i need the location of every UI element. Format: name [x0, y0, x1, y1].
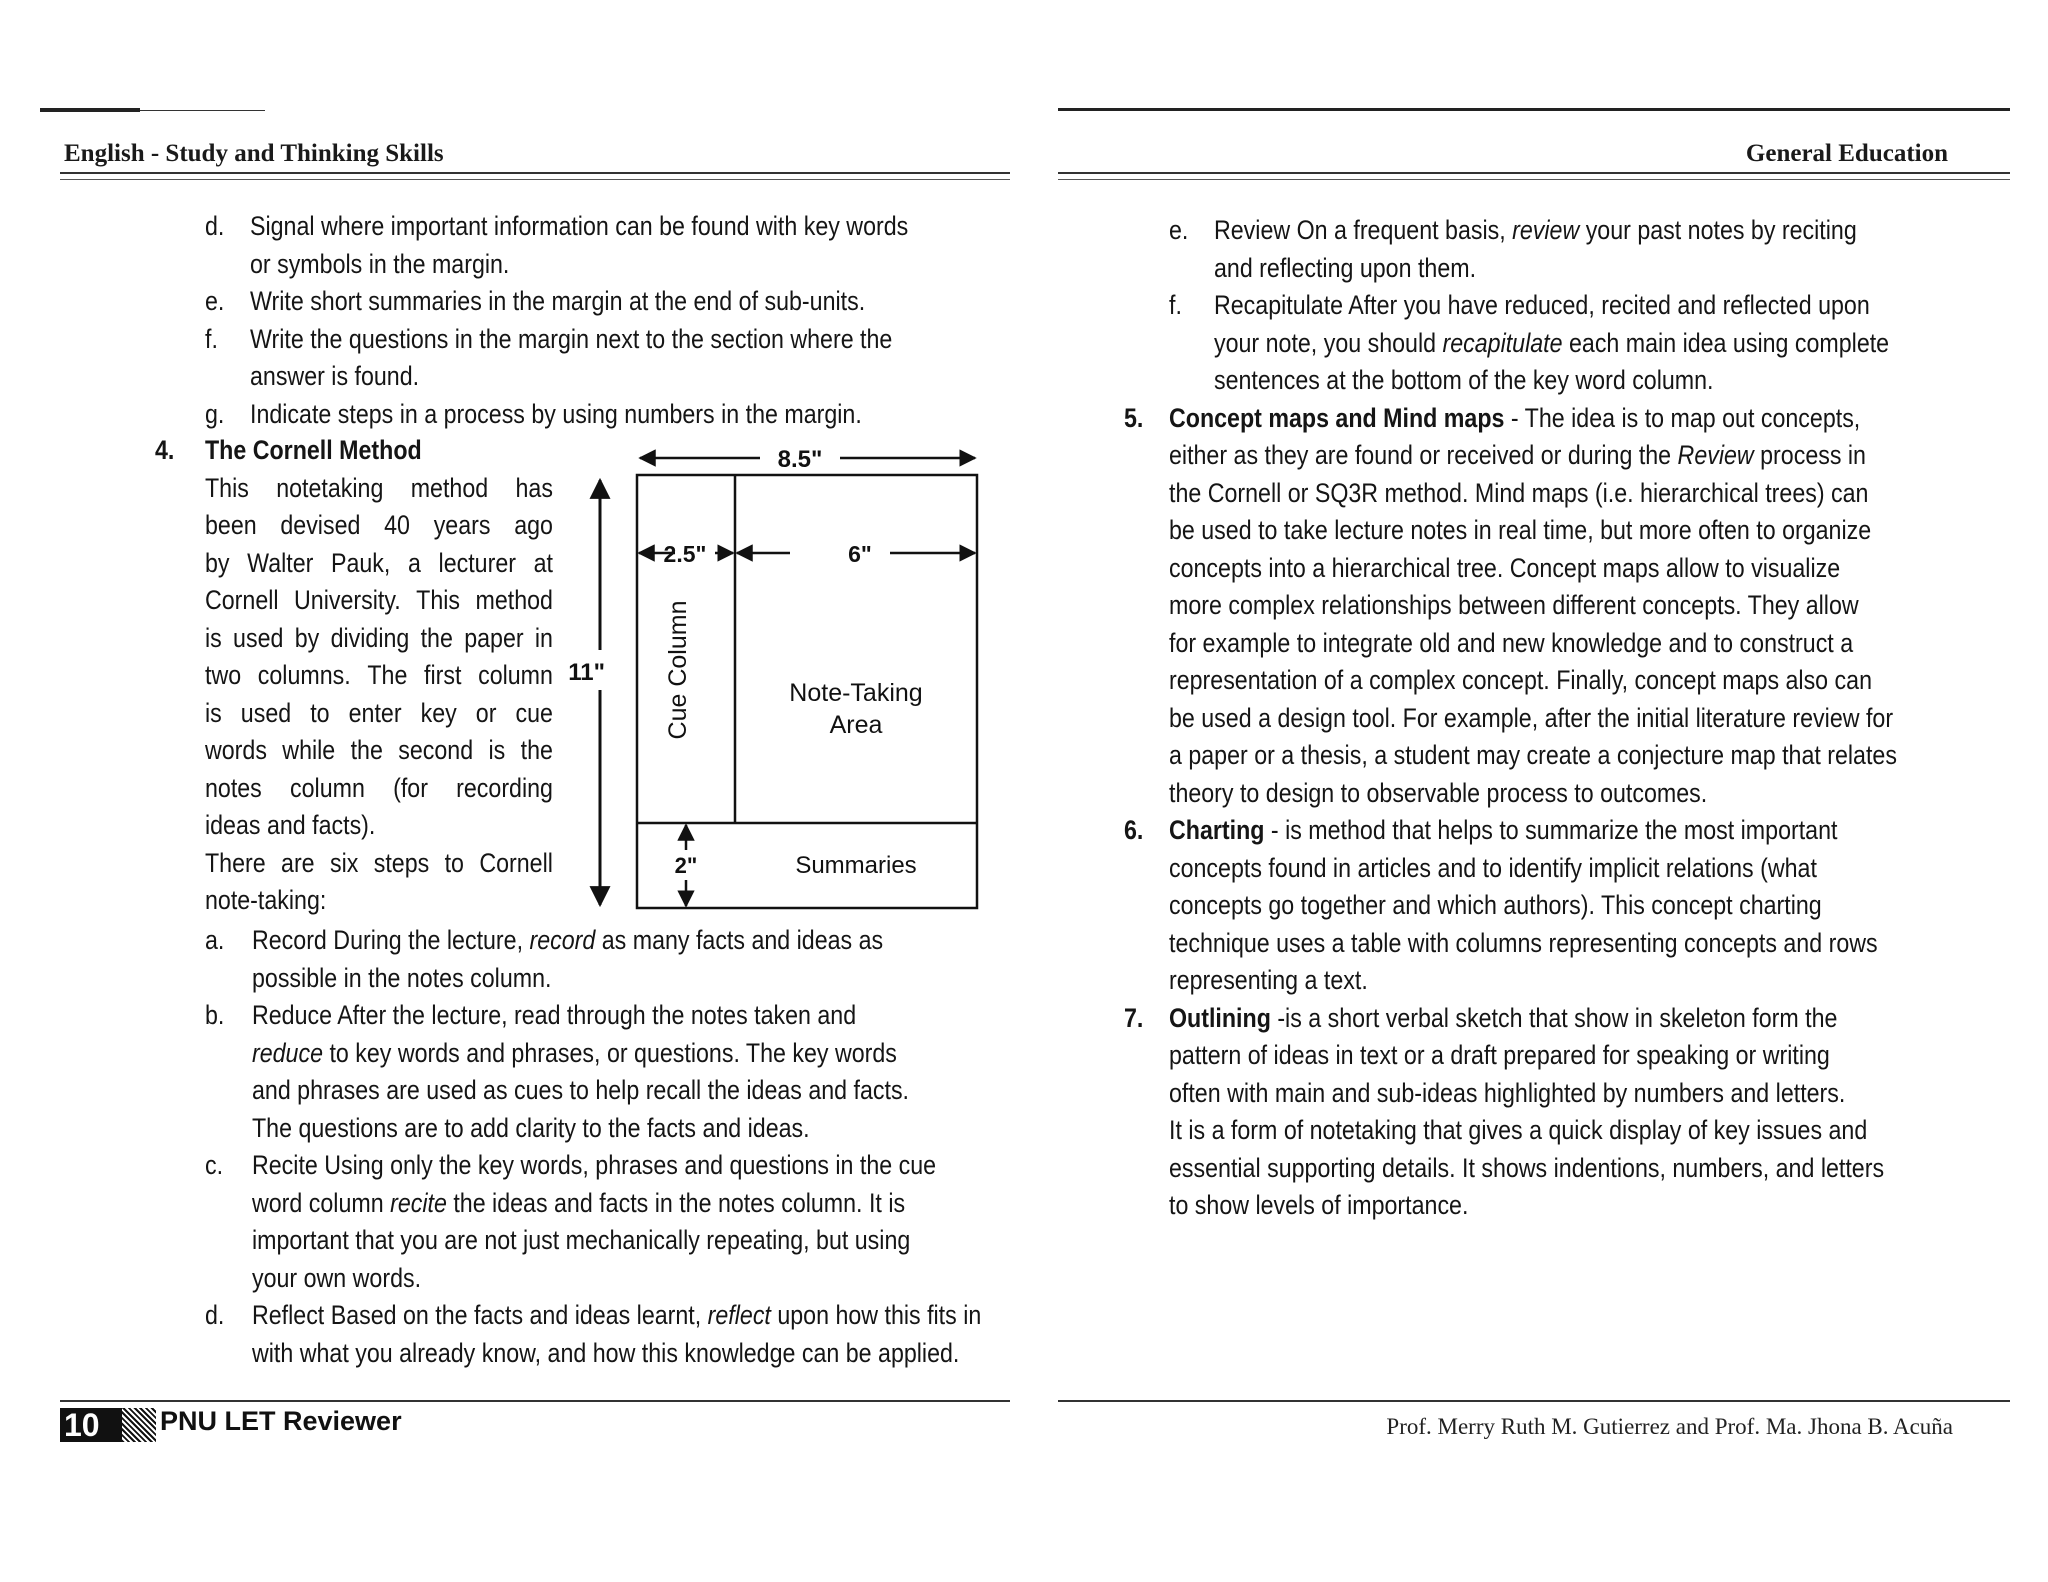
text-run: and phrases are used as cues to help recall the ideas and facts.	[251, 1075, 910, 1105]
text-run: and reflecting upon them.	[1213, 252, 1477, 283]
word: This	[416, 585, 461, 615]
section-text	[1169, 925, 1934, 963]
word: Pauk,	[330, 547, 391, 578]
item-text: answer is found.	[249, 361, 420, 391]
word: method	[475, 585, 553, 615]
text-run: to show levels of importance.	[1168, 1190, 1469, 1220]
word: key	[420, 697, 457, 728]
text-run: The questions are to add clarity to the facts and ideas.	[251, 1112, 810, 1143]
word: second	[398, 735, 474, 765]
section-text	[1169, 812, 1934, 850]
cornell-paragraph-line	[205, 507, 553, 545]
word: in	[534, 622, 553, 653]
section-text	[1169, 887, 1934, 925]
step-text	[252, 1072, 974, 1110]
step-text	[252, 960, 551, 998]
emphasis-text: recapitulate	[1442, 327, 1563, 358]
section-number: 7.	[1123, 1002, 1144, 1033]
item-text	[1214, 325, 1889, 363]
step-label: c.	[204, 1150, 224, 1180]
cornell-paragraph-line: ideas and facts).	[204, 810, 376, 840]
cornell-paragraph-line	[205, 732, 553, 770]
text-run: sentences at the bottom of the key word column.	[1213, 365, 1714, 395]
item-text	[1214, 212, 1857, 250]
text-run: your past notes by reciting	[1579, 215, 1857, 245]
section-text	[1169, 775, 1707, 813]
cornell-paragraph-line	[205, 770, 553, 808]
word: method	[410, 472, 489, 503]
word: is	[204, 622, 222, 653]
item-text: Write the questions in the margin next to the section where the	[249, 323, 893, 354]
word: This	[204, 472, 249, 503]
text-run: either as they are found or received or during the	[1168, 440, 1678, 470]
width-label: 8.5"	[777, 446, 823, 473]
text-run: theory to design to observable process to outcomes.	[1168, 777, 1708, 808]
section-text	[1169, 962, 1368, 1000]
emphasis-text: review	[1512, 215, 1580, 245]
step-label: a.	[204, 925, 225, 955]
cue-column-label: Cue Column	[664, 600, 692, 740]
step-text	[252, 1185, 974, 1223]
word: the	[420, 622, 453, 653]
word: used	[233, 622, 284, 653]
text-run: more complex relationships between different concepts. They allow	[1168, 590, 1859, 620]
word: six	[329, 847, 359, 878]
word: first	[424, 660, 462, 690]
word: cue	[515, 697, 553, 728]
word: paper	[464, 622, 524, 653]
item-label: f.	[1168, 290, 1182, 320]
bold-term: Charting	[1168, 815, 1265, 845]
text-run: for example to integrate old and new knowledge and to construct a	[1168, 627, 1854, 658]
text-run: often with main and sub-ideas highlighted by numbers and letters.	[1168, 1077, 1846, 1108]
section-text	[1169, 1037, 1934, 1075]
badge-pattern	[122, 1408, 156, 1442]
section-text	[1169, 475, 1934, 513]
word: dividing	[330, 622, 410, 653]
height-label: 11"	[568, 659, 605, 686]
text-run: to key words and phrases, or questions. The key words	[322, 1037, 897, 1068]
emphasis-text: reduce	[251, 1037, 323, 1068]
cue-width-label: 2.5"	[663, 541, 707, 567]
step-text	[252, 1260, 421, 1298]
text-run: technique uses a table with columns representing concepts and rows	[1168, 927, 1878, 958]
text-run: - is method that helps to summarize the most important	[1264, 815, 1838, 845]
word: notes	[204, 772, 262, 803]
footer-rule	[1058, 1400, 2010, 1402]
word: Cornell	[204, 585, 279, 615]
cornell-paragraph-line	[205, 657, 553, 695]
text-run: with what you already know, and how this knowledge can be applied.	[251, 1337, 960, 1368]
section-text	[1169, 662, 1934, 700]
word: steps	[373, 847, 430, 878]
text-run: Record During the lecture,	[251, 925, 530, 955]
text-run: each main idea using complete	[1562, 327, 1890, 358]
section-text	[1169, 587, 1934, 625]
section-text	[1169, 512, 1934, 550]
footer-title: PNU LET Reviewer	[160, 1406, 402, 1436]
text-run: be used a design tool. For example, after the initial literature review for	[1168, 702, 1894, 733]
word: 40	[384, 510, 410, 540]
cornell-paragraph-line	[205, 695, 553, 733]
step-text	[252, 922, 974, 960]
footer-rule	[60, 1400, 1010, 1402]
bold-term: Concept maps and Mind maps	[1168, 402, 1505, 433]
word: Cornell	[479, 847, 553, 878]
word: columns.	[257, 660, 351, 690]
word: been	[204, 510, 257, 540]
item-label: e.	[1168, 215, 1189, 245]
text-run: a paper or a thesis, a student may create a conjecture map that relates	[1168, 740, 1897, 770]
word: the	[350, 735, 383, 765]
text-run: It is a form of notetaking that gives a quick display of key issues and	[1168, 1115, 1868, 1145]
section-number: 4.	[154, 435, 175, 465]
text-run: Recite Using only the key words, phrases and questions in the cue	[251, 1150, 937, 1180]
item-text: Write short summaries in the margin at the end of sub-units.	[249, 286, 866, 316]
text-run: representation of a complex concept. Finally, concept maps also can	[1168, 665, 1872, 695]
step-label: b.	[204, 1000, 225, 1030]
cornell-paragraph-line	[205, 470, 553, 508]
notes-width-label: 6"	[848, 541, 872, 567]
word: devised	[280, 510, 361, 540]
text-run: process in	[1753, 440, 1866, 470]
section-text	[1169, 737, 1934, 775]
word: to	[444, 847, 464, 878]
word: or	[475, 697, 497, 728]
section-text	[1169, 1112, 1934, 1150]
item-text	[1214, 362, 1714, 400]
cornell-diagram	[565, 435, 985, 915]
notes-area-label: Area	[829, 711, 883, 739]
text-run: possible in the notes column.	[251, 962, 552, 993]
section-title: The Cornell Method	[204, 435, 422, 465]
cornell-paragraph-line	[205, 845, 553, 883]
section-text	[1169, 1150, 1934, 1188]
word: at	[533, 547, 553, 578]
section-text	[1169, 550, 1934, 588]
step-text	[252, 1147, 974, 1185]
text-run: essential supporting details. It shows indentions, numbers, and letters	[1168, 1152, 1885, 1183]
running-head-right: General Education	[1745, 140, 1948, 167]
summary-height-label: 2"	[674, 853, 698, 878]
word: has	[515, 472, 553, 503]
text-run: be used to take lecture notes in real time, but more often to organize	[1168, 515, 1872, 545]
text-run: -is a short verbal sketch that show in skeleton form the	[1270, 1002, 1838, 1033]
word: the	[520, 735, 553, 765]
word: a	[407, 547, 421, 578]
emphasis-text: reflect	[707, 1300, 771, 1330]
item-text	[1214, 250, 1476, 288]
text-run: Review On a frequent basis,	[1213, 215, 1513, 245]
page-number-badge: 10	[60, 1408, 122, 1442]
text-run: pattern of ideas in text or a draft prepared for speaking or writing	[1168, 1040, 1830, 1070]
step-text	[252, 1222, 974, 1260]
item-label: d.	[204, 211, 225, 241]
step-text	[252, 1335, 959, 1373]
section-text	[1169, 625, 1934, 663]
text-run: - The idea is to map out concepts,	[1504, 402, 1861, 433]
bold-term: Outlining	[1168, 1002, 1271, 1033]
item-label: g.	[204, 398, 225, 429]
word: lecturer	[438, 547, 516, 578]
word: ago	[514, 510, 553, 540]
cornell-paragraph-line	[205, 620, 553, 658]
section-text	[1169, 400, 1934, 438]
step-text	[252, 1110, 810, 1148]
word: are	[281, 847, 315, 878]
text-run: representing a text.	[1168, 965, 1368, 995]
item-label: f.	[204, 323, 218, 354]
text-run: the Cornell or SQ3R method. Mind maps (i.e. hierarchical trees) can	[1168, 477, 1869, 508]
footer-authors: Prof. Merry Ruth M. Gutierrez and Prof. Ma. Jhona B. Acuña	[1386, 1414, 1953, 1439]
word: The	[367, 660, 408, 690]
word: by	[204, 547, 230, 578]
summaries-label: Summaries	[795, 852, 917, 879]
text-run: word column	[251, 1187, 391, 1218]
text-run: Reflect Based on the facts and ideas learnt,	[251, 1300, 708, 1330]
step-text	[251, 1297, 982, 1335]
section-text	[1169, 1000, 1934, 1038]
word: enter	[348, 697, 402, 728]
section-text	[1169, 1187, 1468, 1225]
word: University.	[294, 585, 401, 615]
text-run: your note, you should	[1213, 327, 1443, 358]
word: is	[488, 735, 506, 765]
word: column	[478, 660, 553, 690]
text-run: Reduce After the lecture, read through the notes taken and	[251, 1000, 857, 1030]
section-text	[1169, 850, 1934, 888]
text-run: upon how this fits in	[770, 1300, 982, 1330]
section-number: 6.	[1123, 815, 1144, 845]
step-label: d.	[204, 1300, 225, 1330]
word: while	[282, 735, 336, 765]
word: There	[204, 847, 266, 878]
right-body	[1024, 0, 2013, 1400]
step-text	[252, 997, 974, 1035]
item-text: or symbols in the margin.	[249, 248, 510, 279]
text-run: concepts into a hierarchical tree. Concept maps allow to visualize	[1168, 552, 1841, 583]
item-text	[1214, 287, 1870, 325]
word: words	[204, 735, 267, 765]
word: to	[310, 697, 330, 728]
word: by	[294, 622, 320, 653]
section-number: 5.	[1123, 402, 1144, 433]
word: recording	[456, 772, 553, 803]
running-head-left: English - Study and Thinking Skills	[64, 140, 444, 167]
cornell-paragraph-line: note-taking:	[204, 885, 327, 915]
cornell-paragraph-line	[205, 582, 553, 620]
word: two	[204, 660, 242, 690]
word: used	[240, 697, 292, 728]
section-text	[1169, 700, 1934, 738]
item-text: Signal where important information can be found with key words	[249, 211, 909, 241]
text-run: as many facts and ideas as	[595, 925, 884, 955]
right-page	[1024, 0, 2048, 1582]
word: Walter	[247, 547, 314, 578]
step-text	[252, 1035, 974, 1073]
word: years	[433, 510, 491, 540]
item-label: e.	[204, 286, 225, 316]
emphasis-text: Review	[1677, 440, 1754, 470]
text-run: the ideas and facts in the notes column. It is	[446, 1187, 906, 1218]
section-text	[1169, 1075, 1934, 1113]
emphasis-text: recite	[390, 1187, 447, 1218]
word: column	[290, 772, 365, 803]
cornell-paragraph-line	[205, 545, 553, 583]
word: notetaking	[276, 472, 384, 503]
word: (for	[393, 772, 428, 803]
notes-area-label: Note-Taking	[789, 679, 923, 707]
text-run: concepts go together and which authors). This concept charting	[1168, 890, 1822, 920]
item-text: Indicate steps in a process by using numbers in the margin.	[249, 398, 862, 429]
text-run: concepts found in articles and to identify implicit relations (what	[1168, 852, 1817, 883]
word: is	[204, 697, 222, 728]
text-run: important that you are not just mechanically repeating, but using	[251, 1225, 911, 1255]
text-run: your own words.	[251, 1262, 422, 1293]
section-text	[1169, 437, 1934, 475]
emphasis-text: record	[529, 925, 596, 955]
text-run: Recapitulate After you have reduced, recited and reflected upon	[1213, 290, 1870, 320]
